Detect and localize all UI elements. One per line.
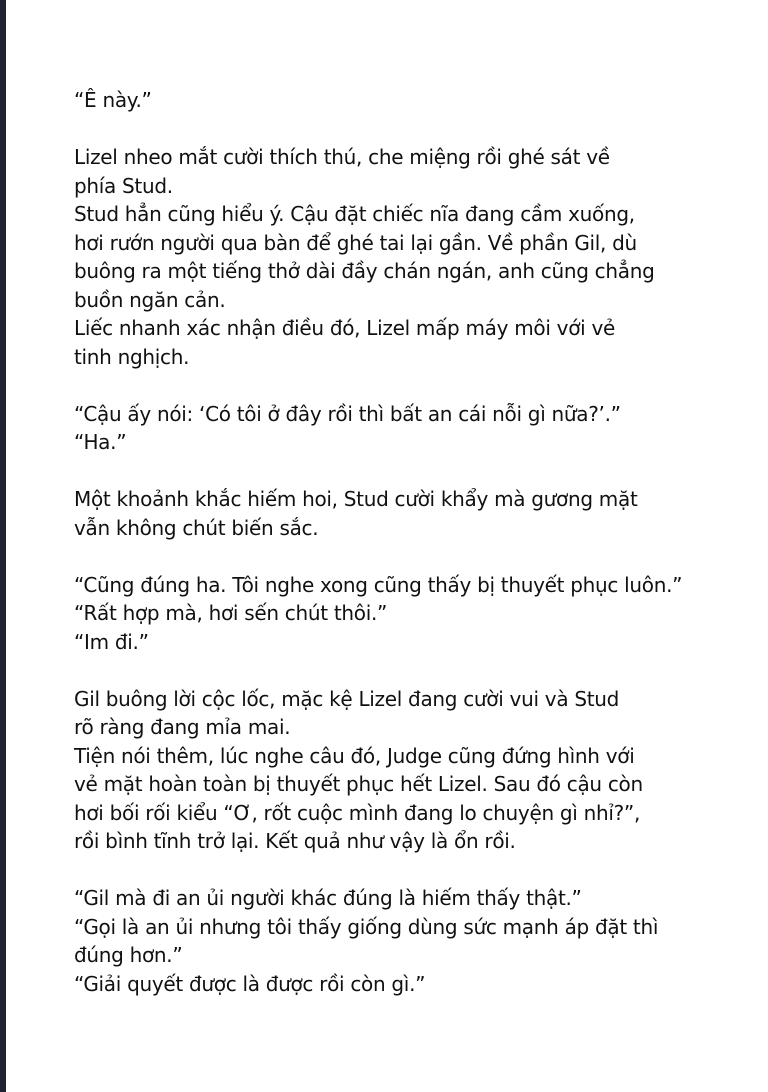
text-line: hơi bối rối kiểu “Ơ, rốt cuộc mình đang lo chuyện gì nhỉ?”,: [74, 800, 641, 825]
text-line: phía Stud.: [74, 173, 173, 198]
text-line: Một khoảnh khắc hiếm hoi, Stud cười khẩy mà gương mặt: [74, 487, 638, 511]
paragraph-7: [74, 884, 734, 998]
text-line: Tiện nói thêm, lúc nghe câu đó, Judge cũng đứng hình với: [74, 743, 635, 768]
left-border: [0, 0, 6, 1092]
paragraph-gap: [74, 371, 734, 400]
text-line: đúng hơn.”: [74, 943, 183, 967]
paragraph-5: [74, 571, 734, 657]
text-line: hơi rướn người qua bàn để ghé tai lại gần. Về phần Gil, dù: [74, 230, 637, 255]
text-line: “Cậu ấy nói: ‘Có tôi ở đây rồi thì bất an cái nỗi gì nữa?’.”: [74, 401, 621, 426]
text-line: buồn ngăn cản.: [74, 287, 226, 312]
document-body: [74, 86, 734, 998]
paragraph-gap: [74, 542, 734, 571]
text-line: “Gọi là an ủi nhưng tôi thấy giống dùng sức mạnh áp đặt thì: [74, 914, 659, 939]
text-line: “Rất hợp mà, hơi sến chút thôi.”: [74, 601, 388, 625]
text-line: Gil buông lời cộc lốc, mặc kệ Lizel đang cười vui và Stud: [74, 686, 620, 711]
paragraph-gap: [74, 856, 734, 885]
paragraph-4: [74, 485, 734, 542]
text-line: vẫn không chút biến sắc.: [74, 515, 319, 540]
text-line: buông ra một tiếng thở dài đầy chán ngán, anh cũng chẳng: [74, 259, 655, 283]
paragraph-3: [74, 400, 734, 457]
text-line: “Ha.”: [74, 430, 127, 454]
text-line: rõ ràng đang mỉa mai.: [74, 715, 291, 739]
text-line: “Giải quyết được là được rồi còn gì.”: [74, 971, 426, 996]
text-line: “Im đi.”: [74, 629, 149, 654]
paragraph-1: [74, 86, 734, 115]
text-line: “Gil mà đi an ủi người khác đúng là hiếm thấy thật.”: [74, 886, 582, 910]
text-line: Stud hẳn cũng hiểu ý. Cậu đặt chiếc nĩa đang cầm xuống,: [74, 202, 635, 226]
text-line: Liếc nhanh xác nhận điều đó, Lizel mấp máy môi với vẻ: [74, 316, 615, 340]
text-line: rồi bình tĩnh trở lại. Kết quả như vậy là ổn rồi.: [74, 829, 516, 853]
paragraph-6: [74, 685, 734, 856]
paragraph-gap: [74, 457, 734, 486]
text-line: tinh nghịch.: [74, 344, 190, 369]
text-line: “Cũng đúng ha. Tôi nghe xong cũng thấy bị thuyết phục luôn.”: [74, 572, 683, 597]
paragraph-gap: [74, 656, 734, 685]
text-line: Lizel nheo mắt cười thích thú, che miệng rồi ghé sát về: [74, 145, 610, 169]
paragraph-2: [74, 143, 734, 371]
text-line: vẻ mặt hoàn toàn bị thuyết phục hết Lizel. Sau đó cậu còn: [74, 772, 643, 796]
paragraph-gap: [74, 115, 734, 144]
text-line: “Ê này.”: [74, 88, 152, 112]
